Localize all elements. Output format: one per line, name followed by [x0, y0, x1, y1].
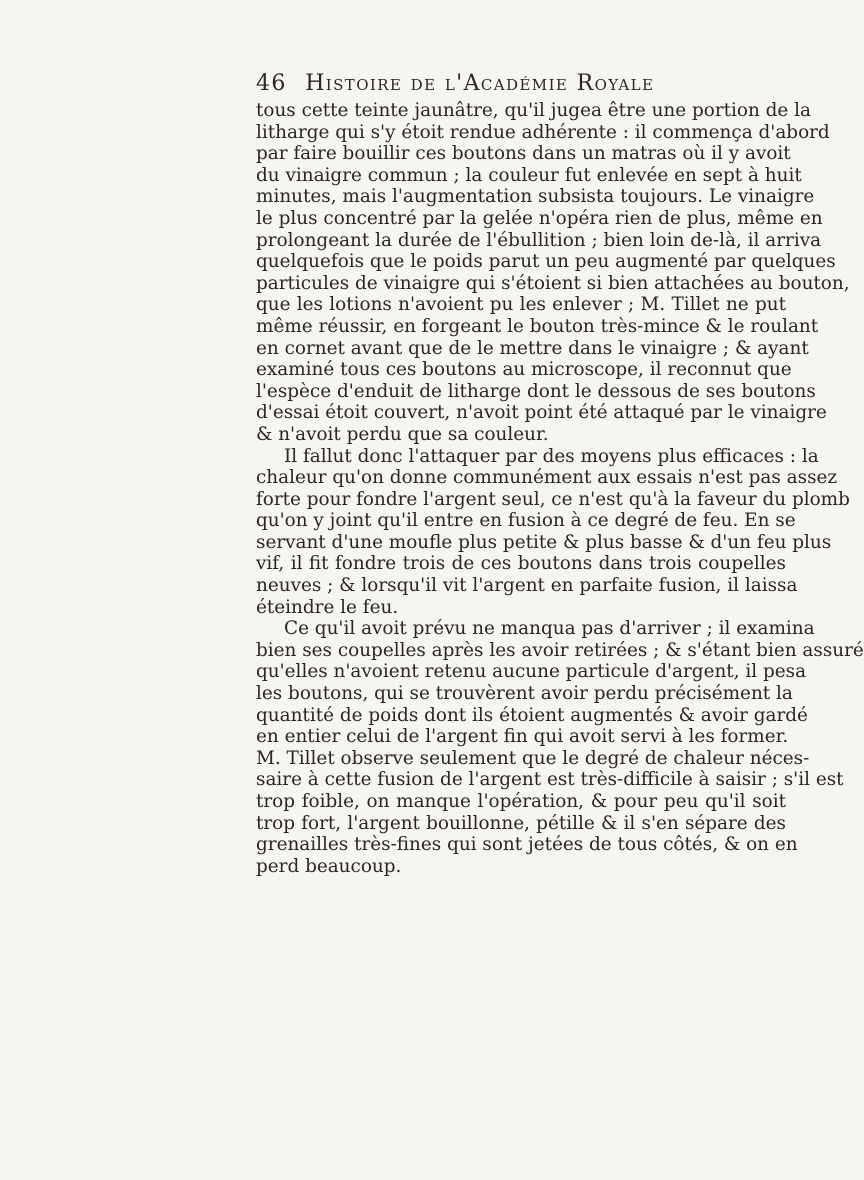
text-line: perd beaucoup. [256, 855, 402, 877]
page-number: 46 [256, 71, 287, 96]
running-title: Histoire de l'Académie Royale [305, 71, 655, 96]
text-line: que les lotions n'avoient pu les enlever ; M. Tillet ne put [256, 294, 786, 316]
text-line: quelquefois que le poids parut un peu augmenté par quelques [256, 251, 836, 273]
text-line: en entier celui de l'argent fin qui avoit servi à les former. [256, 726, 789, 748]
text-line: prolongeant la durée de l'ébullition ; bien loin de-là, il arriva [256, 229, 822, 251]
body-text [256, 100, 864, 877]
text-line: qu'elles n'avoient retenu aucune particule d'argent, il pesa [256, 661, 807, 683]
text-line: servant d'une moufle plus petite & plus basse & d'un feu plus [256, 531, 832, 553]
text-line: trop foible, on manque l'opération, & pour peu qu'il soit [256, 791, 786, 812]
text-line: chaleur qu'on donne communément aux essais n'est pas assez [256, 467, 838, 489]
text-line: Il fallut donc l'attaquer par des moyens plus efficaces : la [284, 445, 819, 467]
text-line: d'essai étoit couvert, n'avoit point été attaqué par le vinaigre [256, 402, 827, 424]
text-line: par faire bouillir ces boutons dans un matras où il y avoit [256, 143, 791, 165]
text-line: saire à cette fusion de l'argent est très-difficile à saisir ; s'il est [256, 769, 844, 791]
text-line: l'espèce d'enduit de litharge dont le dessous de ses boutons [256, 380, 816, 402]
text-line: tous cette teinte jaunâtre, qu'il jugea être une portion de la [256, 100, 812, 121]
text-line: quantité de poids dont ils étoient augmentés & avoir gardé [256, 704, 808, 726]
text-line: du vinaigre commun ; la couleur fut enlevée en sept à huit [256, 164, 802, 186]
paragraph [256, 618, 864, 877]
text-line: le plus concentré par la gelée n'opéra rien de plus, même en [256, 207, 823, 229]
paragraph [256, 100, 850, 446]
text-line: neuves ; & lorsqu'il vit l'argent en parfaite fusion, il laissa [256, 575, 798, 597]
text-line: minutes, mais l'augmentation subsista toujours. Le vinaigre [256, 186, 815, 208]
running-header [256, 70, 796, 98]
text-line: litharge qui s'y étoit rendue adhérente : il commença d'abord [256, 121, 830, 143]
text-line: examiné tous ces boutons au microscope, il reconnut que [256, 359, 792, 381]
text-line: qu'on y joint qu'il entre en fusion à ce degré de feu. En se [256, 510, 796, 532]
text-line: & n'avoit perdu que sa couleur. [256, 423, 549, 445]
text-line: même réussir, en forgeant le bouton très-mince & le roulant [256, 315, 819, 337]
text-line: éteindre le feu. [256, 596, 399, 618]
text-line: bien ses coupelles après les avoir retirées ; & s'étant bien assuré [256, 639, 864, 661]
text-line: M. Tillet observe seulement que le degré de chaleur néces- [256, 747, 810, 769]
text-line: les boutons, qui se trouvèrent avoir perdu précisément la [256, 683, 793, 705]
text-line: en cornet avant que de le mettre dans le vinaigre ; & ayant [256, 337, 809, 359]
text-line: forte pour fondre l'argent seul, ce n'est qu'à la faveur du plomb [256, 488, 850, 510]
text-line: vif, il fit fondre trois de ces boutons dans trois coupelles [256, 553, 786, 575]
text-line: particules de vinaigre qui s'étoient si bien attachées au bouton, [256, 272, 850, 294]
paragraph [256, 445, 850, 619]
text-line: Ce qu'il avoit prévu ne manqua pas d'arriver ; il examina [284, 618, 815, 640]
text-line: trop fort, l'argent bouillonne, pétille & il s'en sépare des [256, 812, 786, 834]
text-line: grenailles très-fines qui sont jetées de tous côtés, & on en [256, 834, 798, 856]
